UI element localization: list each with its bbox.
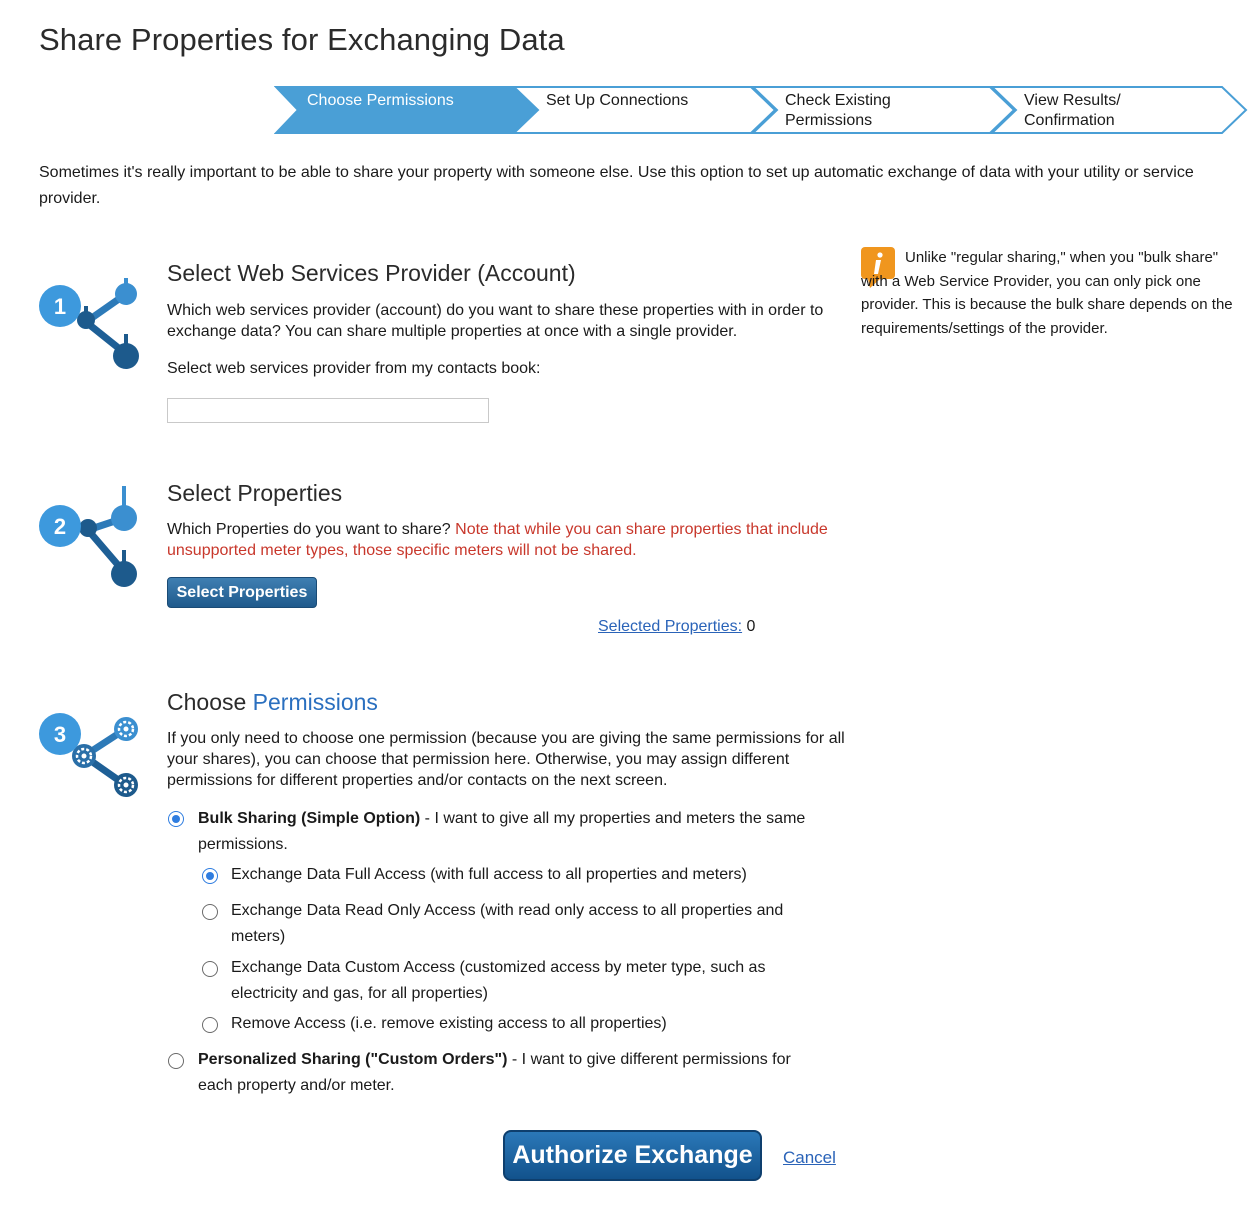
- section-2-description: [167, 519, 847, 561]
- step-1-number: 1: [53, 294, 67, 319]
- authorize-exchange-button[interactable]: Authorize Exchange: [503, 1130, 762, 1181]
- step-1-share-icon: [38, 276, 142, 372]
- wizard-steps: [274, 85, 1249, 135]
- cancel-link[interactable]: Cancel: [783, 1148, 836, 1167]
- step-3-gears-icon: [38, 712, 142, 802]
- personalized-sharing-radio[interactable]: [168, 1053, 184, 1069]
- wizard-step-set-up-connections[interactable]: Set Up Connections: [546, 92, 689, 109]
- read-only-access-radio[interactable]: [202, 904, 218, 920]
- section-2-title: Select Properties: [167, 480, 343, 506]
- page-title: Share Properties for Exchanging Data: [39, 22, 565, 57]
- bulk-sharing-radio[interactable]: [168, 811, 184, 827]
- custom-access-option[interactable]: Exchange Data Custom Access (customized access by meter type, such as electricity and gas, for all properties): [231, 959, 766, 1002]
- wizard-step-choose-permissions[interactable]: Choose Permissions: [307, 92, 454, 109]
- unsupported-meters-warning: Note that while you can share properties that include unsupported meter types, those specific meters will not be shared.: [167, 521, 828, 559]
- section-2-question: Which Properties do you want to share?: [167, 521, 451, 538]
- tip-text: Unlike "regular sharing," when you "bulk share" with a Web Service Provider, you can only pick one provider. This is because the bulk share depends on the requirements/settings of the provider.: [861, 249, 1233, 337]
- selected-properties-count: 0: [746, 618, 756, 635]
- custom-access-radio[interactable]: [202, 961, 218, 977]
- selected-properties-link[interactable]: Selected Properties:: [598, 618, 743, 635]
- wizard-step-view-results[interactable]: View Results/ Confirmation: [1024, 92, 1121, 129]
- section-3-title: Choose Permissions: [167, 689, 378, 715]
- selected-properties-summary: [598, 616, 755, 637]
- provider-input[interactable]: [167, 398, 489, 423]
- step-2-number: 2: [53, 514, 67, 539]
- remove-access-option[interactable]: Remove Access (i.e. remove existing access to all properties): [231, 1015, 667, 1032]
- intro-text: Sometimes it's really important to be able to share your property with someone else. Use this option to set up automatic exchange of data with your utility or service provider.: [39, 164, 1194, 207]
- wizard-step-check-existing-permissions[interactable]: Check Existing Permissions: [785, 92, 891, 129]
- section-1-description: Which web services provider (account) do you want to share these properties with in order to exchange data? You can share multiple properties at once with a single provider.: [167, 302, 824, 340]
- section-3-description: If you only need to choose one permission (because you are giving the same permissions for all your shares), you can choose that permission here. Otherwise, you may assign different permissions for different properties and/or contacts on the next screen.: [167, 730, 845, 789]
- full-access-radio[interactable]: [202, 868, 218, 884]
- step-3-number: 3: [53, 722, 67, 747]
- remove-access-radio[interactable]: [202, 1017, 218, 1033]
- read-only-access-option[interactable]: Exchange Data Read Only Access (with read only access to all properties and meters): [231, 902, 784, 945]
- step-2-share-icon: [38, 484, 142, 590]
- personalized-sharing-option[interactable]: Personalized Sharing ("Custom Orders") - I want to give different permissions for each property and/or meter.: [198, 1051, 791, 1094]
- section-1-title: Select Web Services Provider (Account): [167, 260, 576, 286]
- bulk-sharing-option[interactable]: Bulk Sharing (Simple Option) - I want to give all my properties and meters the same permissions.: [198, 810, 806, 853]
- select-properties-button[interactable]: Select Properties: [167, 577, 317, 608]
- full-access-option[interactable]: Exchange Data Full Access (with full access to all properties and meters): [231, 866, 747, 883]
- provider-select-label: Select web services provider from my contacts book:: [167, 360, 541, 377]
